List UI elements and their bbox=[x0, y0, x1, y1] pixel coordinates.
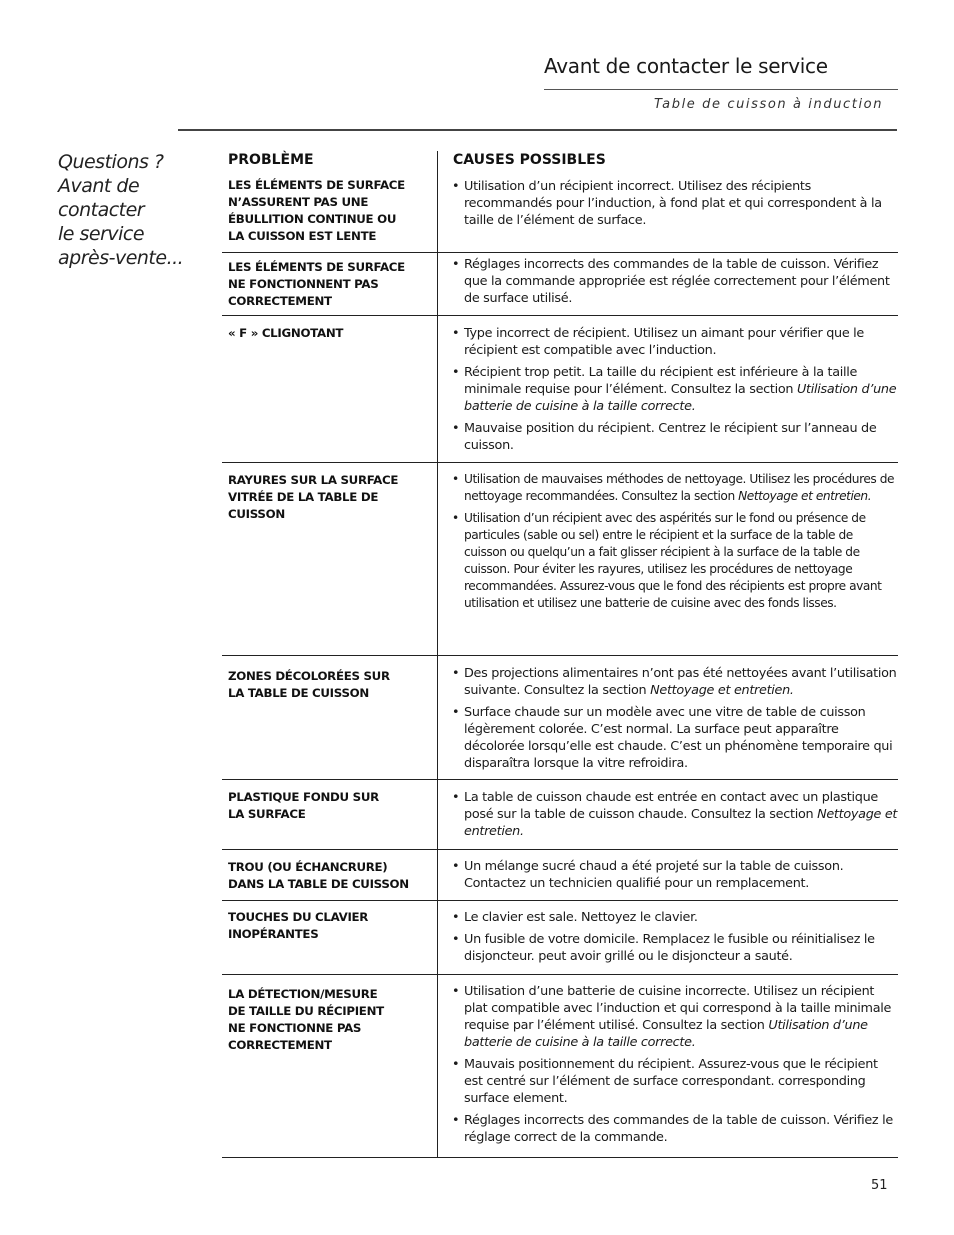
row-divider bbox=[222, 655, 898, 656]
cause-item: • Utilisation d’une batterie de cuisine incorrecte. Utilisez un récipient plat compatible avec l’induction et qui correspond à la taille minimale requise par l’élément utilisé. Consultez la section Utilisation d’une batterie de cuisine à la taille correcte. bbox=[452, 984, 892, 1050]
problem-line: CORRECTEMENT bbox=[228, 294, 332, 308]
problem-line: DANS LA TABLE DE CUISSON bbox=[228, 877, 409, 891]
problem-line: CUISSON bbox=[228, 507, 285, 521]
cause-item: • Récipient trop petit. La taille du récipient est inférieure à la taille minimale requise pour l’élément. Consultez la section Utilisation d’une batterie de cuisine à la taille correcte. bbox=[452, 365, 897, 414]
row-divider bbox=[222, 779, 898, 780]
row-divider bbox=[222, 462, 898, 463]
row-divider bbox=[222, 252, 898, 253]
side-heading-line: contacter bbox=[58, 199, 145, 221]
page-title: Avant de contacter le service bbox=[544, 54, 828, 78]
causes-column-header: CAUSES POSSIBLES bbox=[453, 152, 606, 168]
problem-line: LA DÉTECTION/MESURE bbox=[228, 987, 378, 1001]
problem-line: TOUCHES DU CLAVIER bbox=[228, 910, 369, 924]
cause-item: • Surface chaude sur un modèle avec une vitre de table de cuisson légèrement colorée. C’est normal. La surface peut apparaître décolorée lorsqu’elle est chaude. C’est un phénomène temporaire qui disparaîtra lorsque la vitre refroidira. bbox=[452, 705, 893, 771]
problem-cell bbox=[228, 259, 428, 310]
problem-line: LES ÉLÉMENTS DE SURFACE bbox=[228, 260, 405, 274]
problem-line: INOPÉRANTES bbox=[228, 927, 319, 941]
cause-item: • Utilisation de mauvaises méthodes de nettoyage. Utilisez les procédures de nettoyage recommandées. Consultez la section Nettoyage et entretien. bbox=[452, 472, 895, 503]
problem-line: LA TABLE DE CUISSON bbox=[228, 686, 369, 700]
side-heading-line: le service bbox=[58, 223, 145, 245]
problem-line: DE TAILLE DU RÉCIPIENT bbox=[228, 1004, 384, 1018]
problem-column-header: PROBLÈME bbox=[228, 152, 314, 168]
cause-item: • Réglages incorrects des commandes de la table de cuisson. Vérifiez le réglage correct de la commande. bbox=[452, 1113, 893, 1145]
causes-cell bbox=[452, 256, 898, 307]
side-heading-line: Avant de bbox=[58, 175, 140, 197]
header-rule bbox=[178, 129, 897, 131]
problem-line: NE FONCTIONNE PAS bbox=[228, 1021, 362, 1035]
cause-item: • Réglages incorrects des commandes de la table de cuisson. Vérifiez que la commande appropriée est réglée correctement pour l’élément de surface utilisé. bbox=[452, 257, 890, 306]
cause-item: • Mauvaise position du récipient. Centrez le récipient sur l’anneau de cuisson. bbox=[452, 421, 877, 453]
problem-line: VITRÉE DE LA TABLE DE bbox=[228, 490, 379, 504]
causes-cell bbox=[452, 471, 898, 612]
cause-item: • Utilisation d’un récipient avec des aspérités sur le fond ou présence de particules (sable ou sel) entre le récipient et la surface de la table de cuisson ou quelqu’un a fait glisser récipient à la surface de la table de cuisson. Pour éviter les rayures, utilisez les procédures de nettoyage recommandées. Assurez-vous que le fond des récipients est propre avant utilisation et utilisez une batterie de cuisine avec des fonds lisses. bbox=[452, 511, 882, 610]
cause-item: • Des projections alimentaires n’ont pas été nettoyées avant l’utilisation suivante. Consultez la section Nettoyage et entretien. bbox=[452, 666, 897, 698]
row-divider bbox=[222, 315, 898, 316]
row-divider bbox=[222, 849, 898, 850]
causes-cell bbox=[452, 789, 898, 840]
problem-line: LA CUISSON EST LENTE bbox=[228, 229, 377, 243]
problem-cell bbox=[228, 325, 428, 342]
causes-cell bbox=[452, 665, 898, 772]
cause-item: • La table de cuisson chaude est entrée en contact avec un plastique posé sur la table de cuisson chaude. Consultez la section Nettoyage et entretien. bbox=[452, 790, 898, 839]
problem-line: NE FONCTIONNENT PAS bbox=[228, 277, 379, 291]
problem-line: N’ASSURENT PAS UNE bbox=[228, 195, 369, 209]
problem-line: TROU (OU ÉCHANCRURE) bbox=[228, 860, 388, 874]
problem-line: « F » CLIGNOTANT bbox=[228, 326, 344, 340]
cause-item: • Le clavier est sale. Nettoyez le clavier. bbox=[452, 910, 698, 925]
problem-line: LA SURFACE bbox=[228, 807, 306, 821]
problem-cell bbox=[228, 859, 428, 893]
causes-cell bbox=[452, 325, 898, 454]
problem-cell bbox=[228, 789, 428, 823]
cause-item: • Utilisation d’un récipient incorrect. Utilisez des récipients recommandés pour l’induction, à fond plat et qui correspondent à la taille de l’élément de surface. bbox=[452, 179, 882, 228]
causes-cell bbox=[452, 983, 898, 1146]
problem-cell bbox=[228, 472, 428, 523]
side-heading bbox=[58, 150, 208, 270]
cause-item: • Mauvais positionnement du récipient. Assurez-vous que le récipient est centré sur l’élément de surface correspondant. corresponding surface element. bbox=[452, 1057, 878, 1106]
row-divider bbox=[222, 900, 898, 901]
problem-cell bbox=[228, 668, 428, 702]
causes-cell bbox=[452, 858, 898, 892]
table-bottom-rule bbox=[222, 1157, 898, 1158]
page-subtitle: Table de cuisson à induction bbox=[654, 97, 884, 112]
cause-item: • Type incorrect de récipient. Utilisez un aimant pour vérifier que le récipient est compatible avec l’induction. bbox=[452, 326, 865, 358]
problem-line: CORRECTEMENT bbox=[228, 1038, 332, 1052]
problem-line: PLASTIQUE FONDU SUR bbox=[228, 790, 379, 804]
causes-cell bbox=[452, 909, 898, 965]
side-heading-line: après-vente... bbox=[58, 247, 184, 269]
row-divider bbox=[222, 974, 898, 975]
cause-item: • Un mélange sucré chaud a été projeté sur la table de cuisson. Contactez un technicien qualifié pour un remplacement. bbox=[452, 859, 844, 891]
problem-cell bbox=[228, 909, 428, 943]
page-number: 51 bbox=[871, 1178, 888, 1193]
problem-cell bbox=[228, 986, 428, 1054]
side-heading-line: Questions ? bbox=[58, 151, 164, 173]
problem-cell bbox=[228, 177, 428, 245]
problem-line: RAYURES SUR LA SURFACE bbox=[228, 473, 399, 487]
causes-cell bbox=[452, 178, 898, 229]
problem-line: ÉBULLITION CONTINUE OU bbox=[228, 212, 397, 226]
title-rule bbox=[544, 89, 898, 90]
problem-line: ZONES DÉCOLORÉES SUR bbox=[228, 669, 390, 683]
cause-item: • Un fusible de votre domicile. Remplacez le fusible ou réinitialisez le disjoncteur. peut avoir grillé ou le disjoncteur a sauté. bbox=[452, 932, 875, 964]
problem-line: LES ÉLÉMENTS DE SURFACE bbox=[228, 178, 405, 192]
